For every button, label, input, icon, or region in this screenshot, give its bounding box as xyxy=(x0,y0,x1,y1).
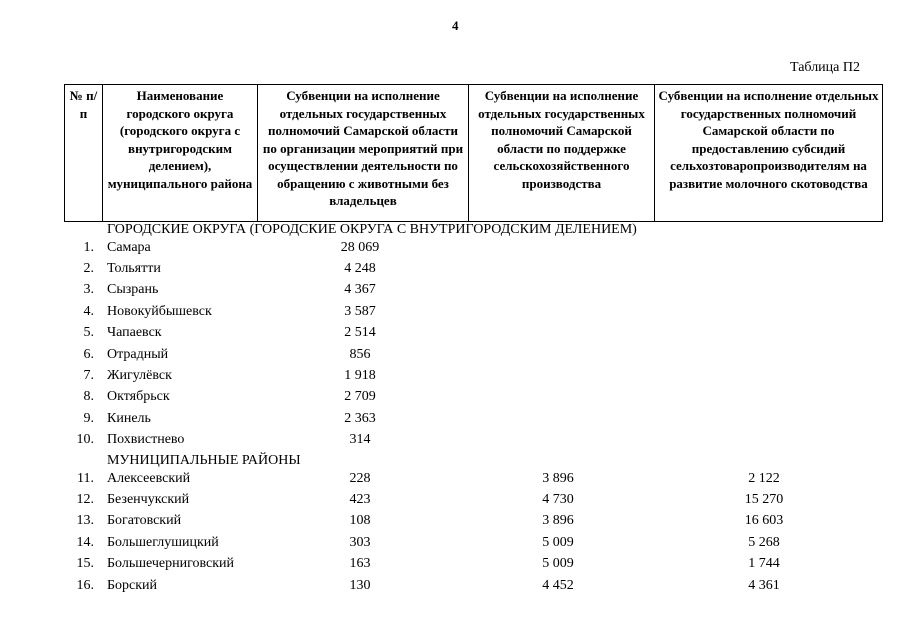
page-number: 4 xyxy=(452,18,459,33)
row-number: 15. xyxy=(76,556,94,571)
row-number: 2. xyxy=(83,261,94,276)
row-value-animals: 314 xyxy=(349,432,371,447)
row-value-dairy: 5 268 xyxy=(748,535,780,550)
row-value-animals: 163 xyxy=(349,556,371,571)
row-number: 11. xyxy=(77,471,94,486)
row-number: 6. xyxy=(83,347,94,362)
header-col-num: № п/п xyxy=(65,85,103,222)
row-value-animals: 3 587 xyxy=(344,304,376,319)
row-value-agriculture: 4 730 xyxy=(542,492,574,507)
row-value-animals: 2 709 xyxy=(344,389,376,404)
row-name: Октябрьск xyxy=(107,389,170,404)
row-value-agriculture: 3 896 xyxy=(542,471,574,486)
row-value-animals: 28 069 xyxy=(340,240,380,255)
row-value-animals: 1 918 xyxy=(344,368,376,383)
row-value-animals: 303 xyxy=(349,535,371,550)
row-value-animals: 4 248 xyxy=(344,261,376,276)
row-value-dairy: 2 122 xyxy=(748,471,780,486)
table-row xyxy=(0,556,905,577)
row-value-animals: 856 xyxy=(349,347,371,362)
row-name: Чапаевск xyxy=(107,325,162,340)
row-value-dairy: 1 744 xyxy=(748,556,780,571)
table-row xyxy=(0,240,905,261)
row-number: 9. xyxy=(83,411,94,426)
row-number: 10. xyxy=(76,432,94,447)
row-value-dairy: 4 361 xyxy=(748,578,780,593)
row-value-animals: 2 514 xyxy=(344,325,376,340)
row-name: Жигулёвск xyxy=(107,368,172,383)
row-value-animals: 130 xyxy=(349,578,371,593)
row-value-animals: 423 xyxy=(349,492,371,507)
header-col-subvention-animals: Субвенции на исполнение отдельных государственных полномочий Самарской области по организации мероприятий при осуществлении деятельности по обращению с животными без владельцев xyxy=(258,85,469,222)
table-row xyxy=(0,411,905,432)
table-row xyxy=(0,368,905,389)
header-col-subvention-dairy: Субвенции на исполнение отдельных государственных полномочий Самарской области по предоставлению субсидий сельхозтоваропроизводителям на развитие молочного скотоводства xyxy=(655,85,883,222)
row-name: Похвистнево xyxy=(107,432,185,447)
row-name: Новокуйбышевск xyxy=(107,304,212,319)
row-name: Отрадный xyxy=(107,347,169,362)
row-name: Безенчукский xyxy=(107,492,190,507)
row-name: Большечерниговский xyxy=(107,556,235,571)
row-name: Богатовский xyxy=(107,513,182,528)
row-number: 7. xyxy=(83,368,94,383)
row-number: 1. xyxy=(83,240,94,255)
table-row xyxy=(0,535,905,556)
table-caption: Таблица П2 xyxy=(790,60,860,75)
table-row xyxy=(0,304,905,325)
row-number: 12. xyxy=(76,492,94,507)
row-value-animals: 4 367 xyxy=(344,282,376,297)
row-value-dairy: 16 603 xyxy=(744,513,784,528)
row-value-agriculture: 4 452 xyxy=(542,578,574,593)
row-name: Кинель xyxy=(107,411,151,426)
row-number: 13. xyxy=(76,513,94,528)
header-col-subvention-agriculture: Субвенции на исполнение отдельных государственных полномочий Самарской области по поддержке сельскохозяйственного производства xyxy=(469,85,655,222)
row-number: 3. xyxy=(83,282,94,297)
row-value-agriculture: 5 009 xyxy=(542,556,574,571)
row-value-animals: 228 xyxy=(349,471,371,486)
row-number: 8. xyxy=(83,389,94,404)
table-row xyxy=(0,578,905,599)
table-row xyxy=(0,261,905,282)
table-header xyxy=(64,84,883,222)
row-number: 5. xyxy=(83,325,94,340)
row-name: Большеглушицкий xyxy=(107,535,219,550)
row-name: Борский xyxy=(107,578,158,593)
row-number: 4. xyxy=(83,304,94,319)
table-row xyxy=(0,432,905,453)
table-row xyxy=(0,347,905,368)
row-value-agriculture: 5 009 xyxy=(542,535,574,550)
row-value-dairy: 15 270 xyxy=(744,492,784,507)
row-number: 14. xyxy=(76,535,94,550)
table-row xyxy=(0,282,905,303)
table-row xyxy=(0,492,905,513)
row-value-animals: 2 363 xyxy=(344,411,376,426)
section-title-city-districts: ГОРОДСКИЕ ОКРУГА (ГОРОДСКИЕ ОКРУГА С ВНУТРИГОРОДСКИМ ДЕЛЕНИЕМ) xyxy=(107,222,637,237)
table-row xyxy=(0,389,905,410)
section-title-municipal-districts: МУНИЦИПАЛЬНЫЕ РАЙОНЫ xyxy=(107,453,301,468)
row-value-animals: 108 xyxy=(349,513,371,528)
row-name: Самара xyxy=(107,240,151,255)
row-name: Тольятти xyxy=(107,261,161,276)
row-name: Сызрань xyxy=(107,282,159,297)
table-row xyxy=(0,325,905,346)
row-number: 16. xyxy=(76,578,94,593)
header-row xyxy=(65,85,883,222)
header-col-name: Наименование городского округа (городского округа с внутригородским делением), муниципального района xyxy=(103,85,258,222)
row-value-agriculture: 3 896 xyxy=(542,513,574,528)
table-row xyxy=(0,513,905,534)
table-row xyxy=(0,471,905,492)
row-name: Алексеевский xyxy=(107,471,191,486)
